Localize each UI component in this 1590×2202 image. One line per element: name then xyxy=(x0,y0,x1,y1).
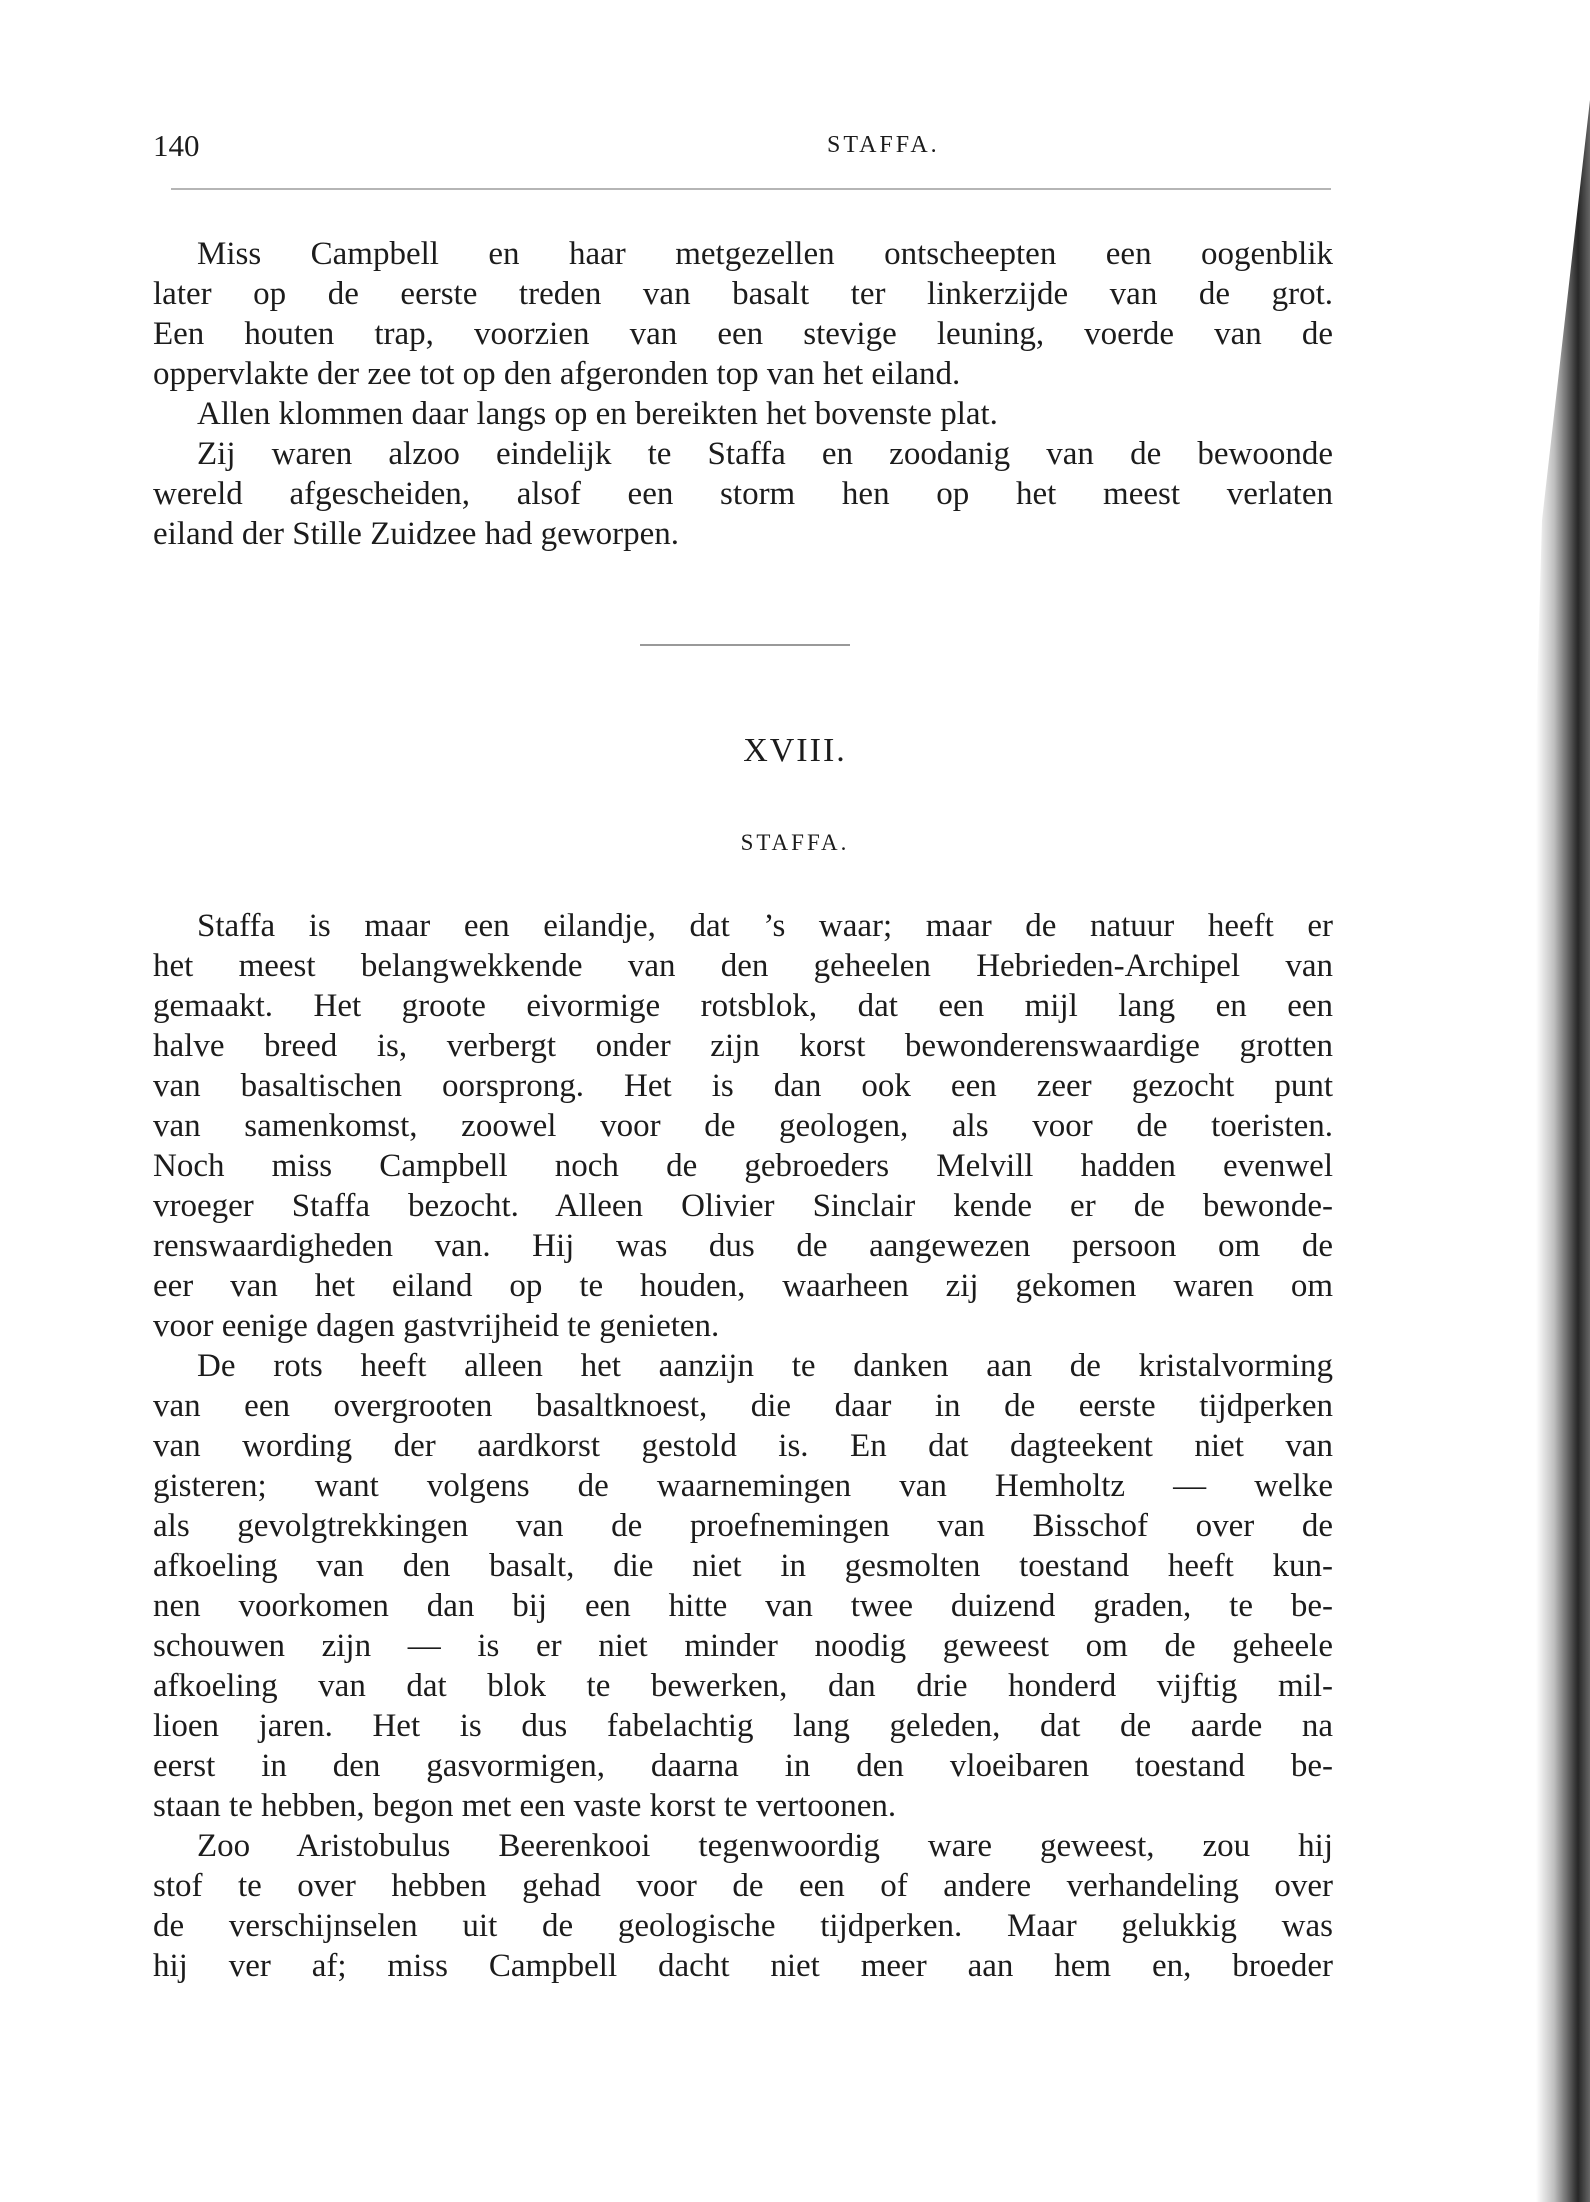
page-number: 140 xyxy=(153,128,200,163)
text-line: voor eenige dagen gastvrijheid te genieten. xyxy=(153,1308,720,1344)
text-line: eer van het eiland op te houden, waarheen zij gekomen waren om xyxy=(153,1268,1333,1304)
text-line: Zoo Aristobulus Beerenkooi tegenwoordig ware geweest, zou hij xyxy=(197,1828,1333,1864)
running-head xyxy=(153,128,1333,168)
text-line: Miss Campbell en haar metgezellen ontscheepten een oogenblik xyxy=(197,236,1333,272)
text-line: wereld afgescheiden, alsof een storm hen op het meest verlaten xyxy=(153,476,1333,512)
text-line: van samenkomst, zoowel voor de geologen, als voor de toeristen. xyxy=(153,1108,1333,1144)
text-line: Staffa is maar een eilandje, dat ’s waar; maar de natuur heeft er xyxy=(197,908,1333,944)
section-divider xyxy=(640,644,850,646)
text-line: Allen klommen daar langs op en bereikten het bovenste plat. xyxy=(197,396,998,432)
text-line: eerst in den gasvormigen, daarna in den vloeibaren toestand be- xyxy=(153,1748,1333,1784)
text-line: oppervlakte der zee tot op den afgeronden top van het eiland. xyxy=(153,356,961,392)
text-line: stof te over hebben gehad voor de een of andere verhandeling over xyxy=(153,1868,1333,1904)
text-line: afkoeling van den basalt, die niet in gesmolten toestand heeft kun- xyxy=(153,1548,1333,1584)
chapter-number: XVIII. xyxy=(743,732,847,769)
text-line: vroeger Staffa bezocht. Alleen Olivier Sinclair kende er de bewonde- xyxy=(153,1188,1333,1224)
text-line: staan te hebben, begon met een vaste korst te vertoonen. xyxy=(153,1788,897,1824)
text-line: Noch miss Campbell noch de gebroeders Melvill hadden evenwel xyxy=(153,1148,1333,1184)
text-line: de verschijnselen uit de geologische tijdperken. Maar gelukkig was xyxy=(153,1908,1333,1944)
text-line: gemaakt. Het groote eivormige rotsblok, dat een mijl lang en een xyxy=(153,988,1333,1024)
text-line: van wording der aardkorst gestold is. En dat dagteekent niet van xyxy=(153,1428,1333,1464)
text-line: nen voorkomen dan bij een hitte van twee duizend graden, te be- xyxy=(153,1588,1333,1624)
paragraph-block-main xyxy=(153,906,1333,1986)
text-line: van basaltischen oorsprong. Het is dan ook een zeer gezocht punt xyxy=(153,1068,1333,1104)
text-line: renswaardigheden van. Hij was dus de aangewezen persoon om de xyxy=(153,1228,1333,1264)
text-line: hij ver af; miss Campbell dacht niet meer aan hem en, broeder xyxy=(153,1948,1333,1984)
chapter-title: STAFFA. xyxy=(740,830,850,855)
text-line: van een overgrooten basaltknoest, die daar in de eerste tijdperken xyxy=(153,1388,1333,1424)
text-line: De rots heeft alleen het aanzijn te danken aan de kristalvorming xyxy=(197,1348,1333,1384)
text-line: het meest belangwekkende van den geheelen Hebrieden-Archipel van xyxy=(153,948,1333,984)
paragraph-block-intro xyxy=(153,234,1333,554)
text-line: lioen jaren. Het is dus fabelachtig lang geleden, dat de aarde na xyxy=(153,1708,1333,1744)
header-rule xyxy=(171,188,1331,190)
running-title: STAFFA. xyxy=(827,132,940,158)
page-edge-shadow xyxy=(1470,100,1590,2202)
text-line: schouwen zijn — is er niet minder noodig geweest om de geheele xyxy=(153,1628,1333,1664)
text-line: Zij waren alzoo eindelijk te Staffa en zoodanig van de bewoonde xyxy=(197,436,1333,472)
text-line: later op de eerste treden van basalt ter linkerzijde van de grot. xyxy=(153,276,1333,312)
text-line: Een houten trap, voorzien van een stevige leuning, voerde van de xyxy=(153,316,1333,352)
text-line: gisteren; want volgens de waarnemingen van Hemholtz — welke xyxy=(153,1468,1333,1504)
text-line: eiland der Stille Zuidzee had geworpen. xyxy=(153,516,679,552)
text-line: afkoeling van dat blok te bewerken, dan drie honderd vijftig mil- xyxy=(153,1668,1333,1704)
text-line: als gevolgtrekkingen van de proefnemingen van Bisschof over de xyxy=(153,1508,1333,1544)
text-line: halve breed is, verbergt onder zijn korst bewonderenswaardige grotten xyxy=(153,1028,1333,1064)
